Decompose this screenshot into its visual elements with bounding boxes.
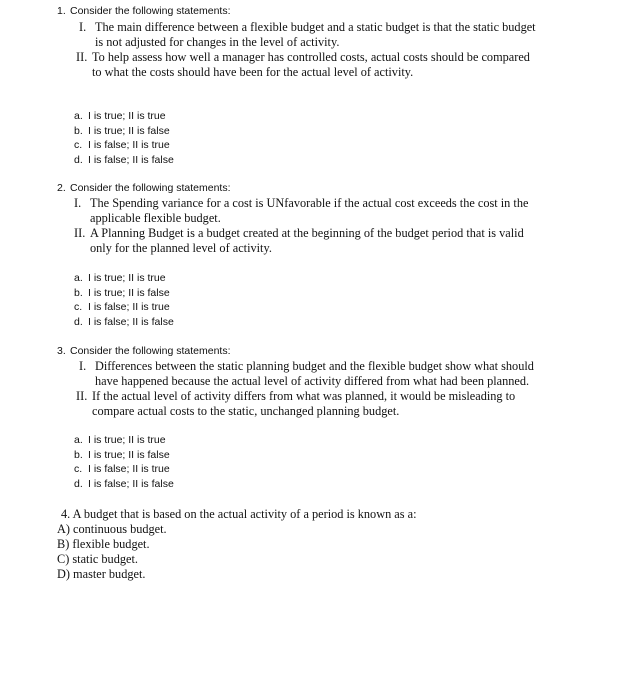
option-c[interactable]: c. I is false; II is true xyxy=(74,139,170,151)
option-b[interactable]: b. I is true; II is false xyxy=(74,124,170,137)
option-d[interactable]: d. I is false; II is false xyxy=(74,477,174,490)
question-4-options xyxy=(57,522,167,582)
question-2-header: 2. Consider the following statements: xyxy=(57,182,231,194)
option-d[interactable]: D) master budget. xyxy=(57,567,146,581)
question-3-options xyxy=(74,433,174,491)
option-c[interactable]: C) static budget. xyxy=(57,552,138,566)
question-4-prompt: 4. A budget that is based on the actual activity of a period is known as a: xyxy=(61,507,417,521)
option-d[interactable]: d. I is false; II is false xyxy=(74,153,174,166)
question-2-statement-1: I. The Spending variance for a cost is UNfavorable if the actual cost exceeds the cost in the applicable flexible budget. xyxy=(74,196,529,225)
option-b[interactable]: B) flexible budget. xyxy=(57,537,150,551)
option-a[interactable]: a. I is true; II is true xyxy=(74,434,166,446)
option-a[interactable]: a. I is true; II is true xyxy=(74,272,166,284)
question-1-statement-2: II. To help assess how well a manager has controlled costs, actual costs should be compared to what the costs should have been for the actual level of activity. xyxy=(76,50,530,79)
option-d[interactable]: d. I is false; II is false xyxy=(74,315,174,328)
question-1-statement-1: I. The main difference between a flexible budget and a static budget is that the static budget is not adjusted for changes in the level of activity. xyxy=(79,20,536,49)
option-b[interactable]: b. I is true; II is false xyxy=(74,448,170,461)
question-2-options xyxy=(74,271,174,329)
option-c[interactable]: c. I is false; II is true xyxy=(74,301,170,313)
question-1-options xyxy=(74,109,174,167)
question-3-header: 3. Consider the following statements: xyxy=(57,345,231,357)
question-1-header: 1. Consider the following statements: xyxy=(57,5,231,17)
option-a[interactable]: a. I is true; II is true xyxy=(74,110,166,122)
question-2-statement-2: II. A Planning Budget is a budget created at the beginning of the budget period that is valid only for the planned level of activity. xyxy=(74,226,524,255)
option-a[interactable]: A) continuous budget. xyxy=(57,522,167,536)
option-c[interactable]: c. I is false; II is true xyxy=(74,463,170,475)
question-3-statement-1: I. Differences between the static planning budget and the flexible budget show what should have happened because the actual level of activity differed from what had been planned. xyxy=(79,359,534,388)
question-3-statement-2: II. If the actual level of activity differs from what was planned, it would be misleading to compare actual costs to the static, unchanged planning budget. xyxy=(76,389,516,418)
option-b[interactable]: b. I is true; II is false xyxy=(74,286,170,299)
